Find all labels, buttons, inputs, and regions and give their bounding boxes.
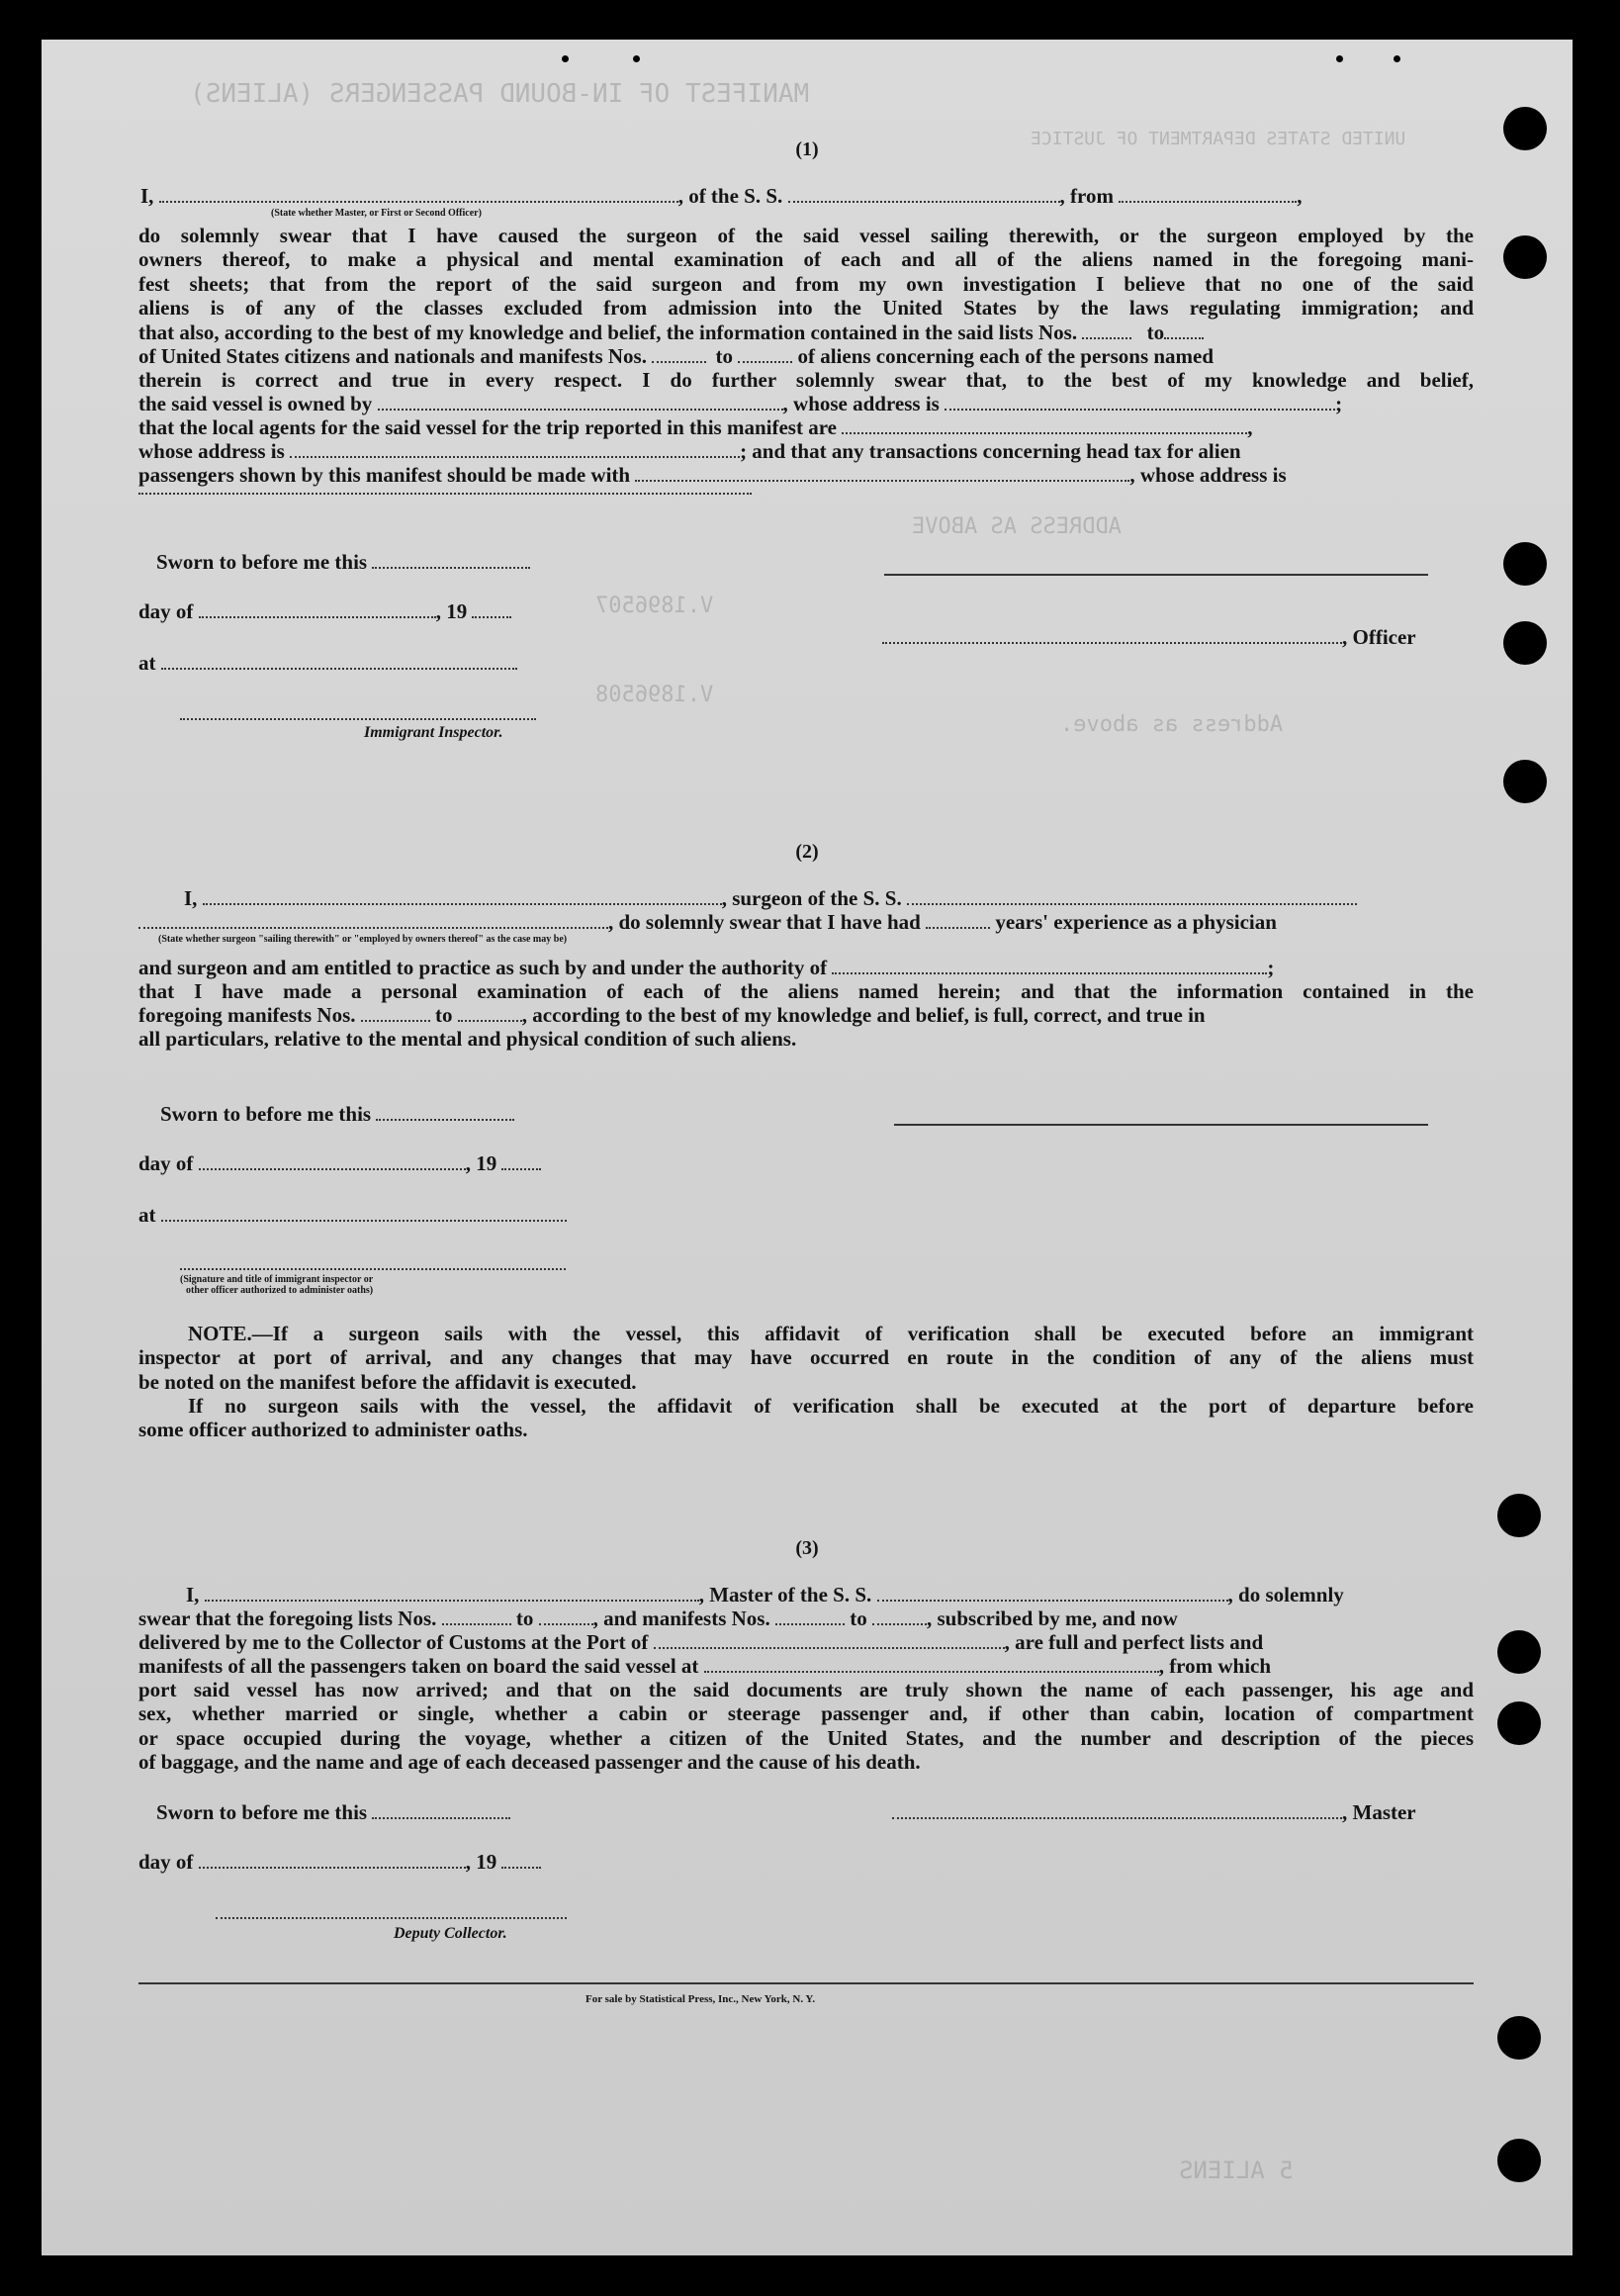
- s3-sworn-text: Sworn to before me this: [156, 1800, 368, 1824]
- manifest-affidavit-page: [42, 40, 1573, 2255]
- s3-master-name-blank[interactable]: [205, 1584, 699, 1602]
- s1-oath-paragraph: [138, 224, 1474, 320]
- s3-day-of-label: day of: [138, 1850, 194, 1874]
- s2-inspector-signature-blank[interactable]: [180, 1252, 566, 1270]
- s1-officer-line: [882, 625, 1416, 649]
- s2-sworn-date-blank[interactable]: [376, 1103, 514, 1121]
- s3-master-label: , Master: [1342, 1800, 1416, 1824]
- s1-whose-address-label: , whose address is: [782, 392, 940, 415]
- s1-inspector-signature-blank[interactable]: [180, 702, 536, 720]
- s2-at-label: at: [138, 1203, 156, 1227]
- s3-to-label: to: [850, 1607, 867, 1630]
- s1-passengers-text: passengers shown by this manifest should be made with: [138, 463, 631, 487]
- s1-para-line: do solemnly swear that I have caused the surgeon of the said vessel sailing therewith, or the surgeon employed by the: [138, 224, 1474, 247]
- s1-whose-address-label-3: , whose address is: [1129, 463, 1287, 487]
- s3-full-perfect-text: , are full and perfect lists and: [1004, 1630, 1264, 1654]
- s3-i-label: I,: [186, 1583, 200, 1607]
- s1-sworn-date-blank[interactable]: [372, 551, 530, 569]
- s2-foregoing-text: foregoing manifests Nos.: [138, 1003, 356, 1027]
- s3-swear-lists-text: swear that the foregoing lists Nos.: [138, 1607, 437, 1630]
- s3-master-of-ss-label: , Master of the S. S.: [698, 1583, 872, 1607]
- punch-hole: [1497, 1494, 1541, 1537]
- s1-vessel-name-blank[interactable]: [788, 185, 1060, 203]
- s1-day-of-line: [138, 599, 511, 623]
- s2-according-text: , according to the best of my knowledge and belief, is full, correct, and true in: [521, 1003, 1206, 1027]
- s2-surgeon-signature-line: [894, 1124, 1428, 1126]
- s1-officer-signature-blank[interactable]: [882, 626, 1342, 644]
- bleed-through-address-2: Address as above.: [1060, 712, 1284, 737]
- s2-surgeon-name-blank[interactable]: [203, 887, 722, 905]
- s2-at-place-blank[interactable]: [161, 1204, 567, 1222]
- s1-day-of-label: day of: [138, 599, 194, 623]
- s1-at-line: [138, 651, 517, 675]
- s1-at-label: at: [138, 651, 156, 675]
- s2-all-particulars-line: [138, 1027, 796, 1051]
- s2-i-label: I,: [184, 886, 198, 910]
- pin-mark: [1336, 55, 1343, 62]
- punch-hole: [1503, 621, 1547, 665]
- s1-owner-address-blank[interactable]: [945, 393, 1335, 411]
- s2-foregoing-line: [138, 1003, 1206, 1027]
- s2-years-text: years' experience as a physician: [995, 910, 1277, 934]
- s1-manifests-from-blank[interactable]: [652, 345, 706, 363]
- s2-year-blank[interactable]: [501, 1152, 541, 1170]
- s2-personal-exam-text: that I have made a personal examination of each of the aliens named herein; and that the information contained in the: [138, 979, 1474, 1003]
- s1-para-line: owners thereof, to make a physical and mental examination of each and all of the aliens named in the foregoing mani-: [138, 247, 1474, 272]
- s1-inspector-caption: Immigrant Inspector.: [364, 724, 503, 741]
- s2-note-label: NOTE.: [188, 1322, 252, 1345]
- s2-note-first-line: [138, 1322, 1474, 1345]
- s3-manifests-from-blank[interactable]: [775, 1607, 845, 1625]
- s1-that-also-line: [138, 321, 1204, 344]
- s3-swear-lists-line: [138, 1607, 1178, 1630]
- s3-master-signature-blank[interactable]: [892, 1801, 1342, 1819]
- s2-swear-line: [138, 910, 1277, 934]
- s2-authority-blank[interactable]: [832, 957, 1267, 974]
- s2-swear-text: , do solemnly swear that I have had: [608, 910, 921, 934]
- s3-vessel-name-blank[interactable]: [877, 1584, 1228, 1602]
- s1-lists-to-blank[interactable]: [1164, 321, 1204, 339]
- s2-surgeon-capacity-blank[interactable]: [138, 911, 608, 929]
- punch-hole: [1497, 2016, 1541, 2060]
- punch-hole: [1503, 760, 1547, 803]
- s2-to-label: to: [435, 1003, 453, 1027]
- s1-i-label: I,: [140, 184, 154, 208]
- s3-subscribed-text: , subscribed by me, and now: [926, 1607, 1178, 1630]
- s2-note-line: —If a surgeon sails with the vessel, this affidavit of verification shall be executed before an immigrant: [251, 1322, 1474, 1345]
- section-3-number: (3): [795, 1537, 819, 1559]
- s2-entitled-text: and surgeon and am entitled to practice as such by and under the authority of: [138, 956, 828, 979]
- s1-sworn-line: [156, 550, 530, 574]
- bleed-through-header: MANIFEST OF IN-BOUND PASSENGERS (ALIENS): [190, 79, 810, 109]
- s1-to-label: to: [715, 344, 733, 368]
- s1-therein-text: therein is correct and true in every respect. I do further solemnly swear that, to the best of my knowledge and belief,: [138, 368, 1474, 392]
- section-2-number: (2): [795, 841, 819, 863]
- s2-sworn-text: Sworn to before me this: [160, 1102, 372, 1126]
- s3-lists-to-blank[interactable]: [539, 1607, 593, 1625]
- publisher-note: For sale by Statistical Press, Inc., New York, N. Y.: [585, 1993, 816, 2005]
- s2-day-of-label: day of: [138, 1151, 194, 1175]
- s1-caption-officer: (State whether Master, or First or Second Officer): [271, 208, 482, 219]
- punch-hole: [1497, 1630, 1541, 1674]
- s3-master-signature-line: [892, 1800, 1416, 1824]
- s3-do-solemnly-label: , do solemnly: [1227, 1583, 1344, 1607]
- s1-head-tax-text: ; and that any transactions concerning head tax for alien: [740, 439, 1241, 463]
- s1-whose-address-line: [138, 439, 1241, 463]
- bleed-through-number: V.1896507: [595, 594, 714, 618]
- s1-of-ss-label: , of the S. S.: [677, 184, 783, 208]
- s1-from-port-blank[interactable]: [1119, 185, 1297, 203]
- section-1-number: (1): [795, 138, 819, 160]
- s1-to-label: to: [1146, 321, 1165, 344]
- punch-hole: [1503, 235, 1547, 279]
- s3-day-of-line: [138, 1850, 541, 1874]
- bleed-through-number-2: V.1896508: [595, 683, 714, 707]
- s3-oath-paragraph: [138, 1678, 1474, 1774]
- s3-deputy-signature-blank[interactable]: [216, 1901, 567, 1919]
- bleed-through-address: ADDRESS AS ABOVE: [912, 514, 1122, 539]
- s3-para-line: of baggage, and the name and age of each deceased passenger and the cause of his death.: [138, 1749, 921, 1774]
- footer-rule: [138, 1982, 1474, 1984]
- s1-manifests-to-blank[interactable]: [738, 345, 792, 363]
- pin-mark: [562, 55, 569, 62]
- punch-hole: [1497, 2139, 1541, 2182]
- s1-us-citizens-line: [138, 344, 1214, 368]
- s2-all-particulars-text: all particulars, relative to the mental and physical condition of such aliens.: [138, 1027, 797, 1051]
- s3-to-label: to: [515, 1607, 534, 1630]
- s3-and-manifests-text: , and manifests Nos.: [592, 1607, 770, 1630]
- s1-lists-from-blank[interactable]: [1082, 321, 1131, 339]
- pin-mark: [1394, 55, 1400, 62]
- s1-officer-name-blank[interactable]: [159, 185, 678, 203]
- s1-day-of-blank[interactable]: [199, 600, 436, 618]
- s2-line-i: [184, 886, 1357, 910]
- s1-therein-line: [138, 368, 1474, 392]
- s3-para-line: or space occupied during the voyage, whether a citizen of the United States, and the number and description of the pieces: [138, 1725, 1474, 1750]
- s3-port-blank[interactable]: [654, 1631, 1005, 1649]
- s1-officer-label: , Officer: [1342, 625, 1416, 649]
- s2-no-surgeon-line: If no surgeon sails with the vessel, the affidavit of verification shall be executed at the port of departure before: [188, 1393, 1474, 1418]
- s3-para-line: port said vessel has now arrived; and that on the said documents are truly shown the name of each passenger, his age and: [138, 1678, 1474, 1701]
- s2-caption-signature-1: (Signature and title of immigrant inspector or: [180, 1274, 374, 1285]
- s2-sworn-line: [160, 1102, 514, 1126]
- s1-owner-blank[interactable]: [378, 393, 783, 411]
- s2-entitled-line: and surgeon and am entitled to practice as such by and under the authority of ;: [138, 956, 1275, 979]
- s2-manifests-to-blank[interactable]: [458, 1004, 522, 1022]
- s1-from-label: , from: [1059, 184, 1114, 208]
- s2-day-of-blank[interactable]: [199, 1152, 466, 1170]
- s3-manifests-of-all-line: [138, 1654, 1271, 1678]
- s3-line-i: [186, 1583, 1344, 1607]
- pin-mark: [633, 55, 640, 62]
- s1-officer-signature-line-1: [884, 574, 1428, 576]
- s1-local-agents-line: that the local agents for the said vessel for the trip reported in this manifest are ,: [138, 415, 1253, 439]
- s1-at-place-blank[interactable]: [161, 652, 517, 670]
- s1-owned-by-line: the said vessel is owned by , whose address is ;: [138, 392, 1343, 415]
- s3-day-of-blank[interactable]: [199, 1851, 466, 1869]
- s1-year-blank[interactable]: [472, 600, 511, 618]
- s1-line-i: I, , of the S. S. , from ,: [140, 184, 1303, 208]
- s1-us-citizens-text: of United States citizens and nationals and manifests Nos.: [138, 344, 647, 368]
- s3-delivered-text: delivered by me to the Collector of Customs at the Port of: [138, 1630, 649, 1654]
- s3-lists-from-blank[interactable]: [442, 1607, 511, 1625]
- punch-hole: [1503, 542, 1547, 586]
- s2-note-line: inspector at port of arrival, and any changes that may have occurred en route in the condition of any of the aliens must: [138, 1345, 1474, 1370]
- s3-sworn-line: [156, 1800, 510, 1824]
- s1-that-also-text: that also, according to the best of my knowledge and belief, the information contained in the said lists Nos.: [138, 321, 1078, 344]
- s1-local-agents-label: that the local agents for the said vessel for the trip reported in this manifest are: [138, 415, 837, 439]
- punch-hole: [1497, 1701, 1541, 1745]
- bleed-through-aliens: 5 ALIENS: [1179, 2157, 1294, 2184]
- s2-caption-signature-2: other officer authorized to administer oaths): [186, 1285, 374, 1296]
- s2-day-of-line: [138, 1151, 541, 1175]
- s1-para-line: aliens is of any of the classes excluded from admission into the United States by the laws regulating immigration; and: [138, 295, 1474, 320]
- s2-at-line: [138, 1203, 567, 1227]
- s3-para-line: sex, whether married or single, whether a cabin or steerage passenger and, if other than cabin, location of compartment: [138, 1701, 1474, 1726]
- s3-delivered-line: [138, 1630, 1263, 1654]
- s2-no-surgeon-line: some officer authorized to administer oaths.: [138, 1418, 528, 1442]
- s3-sworn-date-blank[interactable]: [372, 1801, 510, 1819]
- s3-manifests-to-blank[interactable]: [872, 1607, 927, 1625]
- s3-embark-port-blank[interactable]: [704, 1655, 1159, 1673]
- s1-local-agents-blank[interactable]: [842, 416, 1247, 434]
- s2-years-blank[interactable]: [926, 911, 990, 929]
- s3-year-label: , 19: [465, 1850, 497, 1874]
- s2-personal-exam-line: [138, 979, 1474, 1003]
- bleed-through-dept: UNITED STATES DEPARTMENT OF JUSTICE: [1031, 129, 1406, 149]
- s3-from-which-text: , from which: [1158, 1654, 1272, 1678]
- s2-year-label: , 19: [465, 1151, 497, 1175]
- s3-year-blank[interactable]: [501, 1851, 541, 1869]
- s2-surgeon-of-ss-label: , surgeon of the S. S.: [721, 886, 902, 910]
- s1-para-line: fest sheets; that from the report of the said surgeon and from my own investigation I believe that no one of the said: [138, 271, 1474, 296]
- s1-of-aliens-text: of aliens concerning each of the persons named: [797, 344, 1215, 368]
- s2-note-paragraph: [138, 1322, 1474, 1441]
- s2-vessel-name-blank[interactable]: [907, 887, 1357, 905]
- s3-manifests-of-all-text: manifests of all the passengers taken on board the said vessel at: [138, 1654, 699, 1678]
- s2-caption-surgeon: (State whether surgeon "sailing therewith" or "employed by owners thereof" as the case may be): [158, 934, 568, 945]
- s2-note-line: be noted on the manifest before the affidavit is executed.: [138, 1369, 637, 1394]
- s1-agents-address-blank[interactable]: [290, 440, 740, 458]
- s1-year-label: , 19: [435, 599, 468, 623]
- s2-manifests-from-blank[interactable]: [361, 1004, 430, 1022]
- s1-head-tax-address-blank[interactable]: [138, 477, 752, 495]
- s1-sworn-text: Sworn to before me this: [156, 550, 368, 574]
- s1-whose-address-label-2: whose address is: [138, 439, 285, 463]
- s3-deputy-caption: Deputy Collector.: [394, 1925, 507, 1942]
- s1-owned-by-label: the said vessel is owned by: [138, 392, 373, 415]
